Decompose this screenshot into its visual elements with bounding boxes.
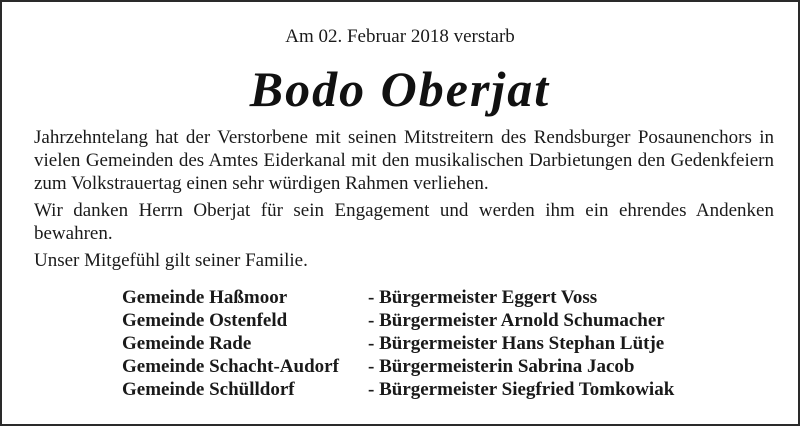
- signatory-official: - Bürgermeister Arnold Schumacher: [368, 310, 665, 331]
- signatory-official: - Bürgermeister Hans Stephan Lütje: [368, 333, 665, 354]
- signatory-row: [122, 332, 674, 355]
- signatory-municipality: Gemeinde Ostenfeld: [122, 310, 288, 331]
- signatory-municipality: Gemeinde Schacht-Audorf: [122, 356, 339, 377]
- paragraph-condolence: Unser Mitgefühl gilt seiner Familie.: [34, 250, 308, 271]
- signatory-municipality: Gemeinde Rade: [122, 333, 252, 354]
- signatory-official: - Bürgermeister Eggert Voss: [368, 287, 598, 308]
- signatory-municipality: Gemeinde Haßmoor: [122, 287, 288, 308]
- signatory-row: [122, 309, 674, 332]
- paragraph-tribute: Jahrzehntelang hat der Verstorbene mit seinen Mitstreitern des Rendsburger Posaunenchors in vielen Gemeinden des Amtes Eiderkanal mit den musikalischen Darbietungen den Gedenkfeiern zum Volkstrauertag einen sehr würdigen Rahmen verliehen.: [34, 127, 774, 194]
- signatory-row: [122, 355, 674, 378]
- signatory-list: [122, 286, 674, 401]
- signatory-official: - Bürgermeisterin Sabrina Jacob: [368, 356, 635, 377]
- paragraph-thanks: Wir danken Herrn Oberjat für sein Engagement und werden ihm ein ehrendes Andenken bewahren.: [34, 200, 774, 244]
- signatory-row: [122, 378, 674, 401]
- deceased-name: Bodo Oberjat: [249, 61, 551, 117]
- signatory-row: [122, 286, 674, 309]
- notice-body: [34, 126, 774, 276]
- signatory-official: - Bürgermeister Siegfried Tomkowiak: [368, 379, 675, 400]
- intro-line: Am 02. Februar 2018 verstarb: [285, 26, 515, 47]
- signatory-municipality: Gemeinde Schülldorf: [122, 379, 295, 400]
